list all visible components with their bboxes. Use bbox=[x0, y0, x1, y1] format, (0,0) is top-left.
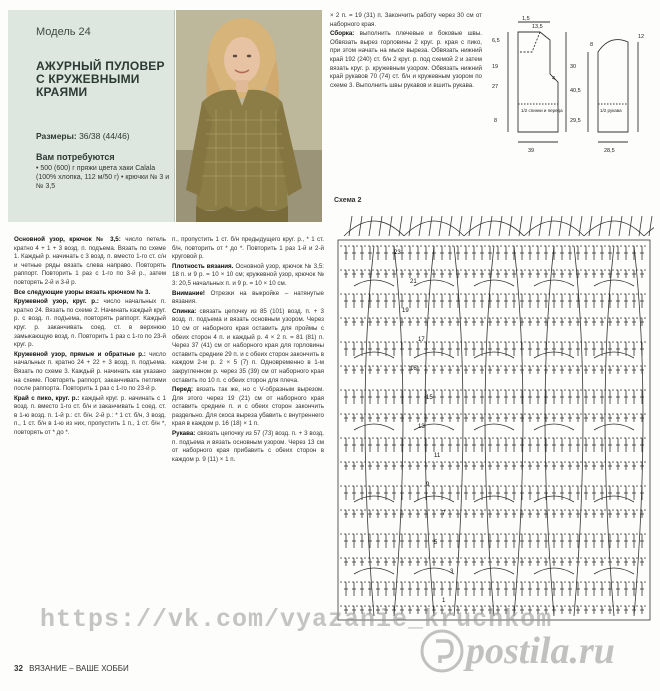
dim-label: 12 bbox=[638, 34, 645, 40]
row-number: 16 bbox=[410, 366, 417, 372]
instructions-column-3 bbox=[330, 12, 482, 180]
row-number: 13 bbox=[418, 424, 425, 430]
paragraph: Все следующие узоры вязать крючком № 3. bbox=[14, 288, 151, 296]
row-number: 5 bbox=[434, 540, 438, 546]
row-number: 1 bbox=[442, 598, 446, 604]
row-number: 21 bbox=[410, 279, 417, 285]
paragraph: Кружевной узор, круг. р.: число начальных п. кратно 24. Вязать по схеме 2. Начинать каждый круг. р. с возд. п. подъема, повторять раппорт. Каждый круг. р. заканчивать соед. ст. в верхнюю замыкающую возд. п. Повторить 1 раз с 1-го по 23-й круг. р. bbox=[14, 298, 166, 349]
paragraph: Край с пико, круг. р.: каждый круг. р. начинать с 1 возд. п. вместо 1-го ст. б/н и заканчивать 1 соед. ст. в 1-ю возд. п. 1-й р.: ст. б/н. 2-й р.: * 1 ст. б/н, 3 возд. п., 1 ст. б/н в 1-ю из них, пропустить 1 п., 1 ст. б/н *, повторять от * до *. bbox=[14, 394, 166, 437]
model-photo-illustration bbox=[176, 10, 322, 222]
paragraph: Перед: вязать так же, но с V-образным вырезом. Для этого через 19 (21) см от наборного края оставить средние п. и с обеих сторон закончить раздельно. Для скоса выреза убавить с внутреннего края в каждом р. 16 (18) × 1 п. bbox=[172, 386, 324, 428]
row-number: 19 bbox=[402, 308, 409, 314]
row-number: 9 bbox=[426, 482, 430, 488]
model-label: Модель 24 bbox=[36, 26, 91, 38]
postila-logo bbox=[420, 625, 656, 675]
dim-label: 27 bbox=[492, 84, 499, 90]
magazine-name: ВЯЗАНИЕ – ВАШЕ ХОББИ bbox=[29, 664, 129, 673]
instructions-column-2 bbox=[172, 236, 324, 651]
row-number: 15 bbox=[426, 395, 433, 401]
pattern-title: АЖУРНЫЙ ПУЛОВЕР С КРУЖЕВНЫМИ КРАЯМИ bbox=[36, 59, 165, 99]
piece-label: 1/2 спинки и переда bbox=[521, 108, 563, 113]
paragraph: Кружевной узор, прямые и обратные р.: число начальных п. кратно 24 + 22 + 3 возд. п. подъема. Вязать по схеме 3. Каждый р. начинать как указано на схеме. Повторять раппорт, заканчивать петлями после раппорта. Повторить 1 раз с 1-го по 23-й р. bbox=[14, 350, 166, 393]
dim-label: 8 bbox=[590, 42, 594, 48]
dim-label: 4 bbox=[552, 76, 556, 82]
dim-label: 30 bbox=[570, 64, 577, 70]
sizes-line bbox=[36, 131, 130, 141]
paragraph: × 2 п. = 19 (31) п. Закончить работу через 30 см от наборного края. bbox=[330, 12, 482, 28]
paragraph: п., пропустить 1 ст. б/н предыдущего круг. р., * 1 ст. б/н, повторить от * до *. Повторить 1 раз 1-й и 2-й круговой р. bbox=[172, 236, 324, 261]
paragraph: Основной узор, крючок № 3,5: число петель кратно 4 + 1 + 3 возд. п. подъема. Вязать по схеме 1. Каждый р. начинать с 3 возд. п. вместо 1-го ст. с/н и четные ряды вязать слева направо. Повторять раппорт. Повторить 1 раз с 1-го по 3-й р., затем повторять 2-й и 3-й р. bbox=[14, 236, 166, 286]
row-number: 17 bbox=[418, 337, 425, 343]
crochet-lace-chart bbox=[334, 206, 654, 626]
sizes-label: Размеры: bbox=[36, 131, 77, 141]
piece-label: 1/2 рукава bbox=[600, 108, 622, 113]
watermark-url: https://vk.com/vyazanie_kruchkom bbox=[40, 605, 553, 634]
row-number: 3 bbox=[450, 569, 454, 575]
instructions-column-1 bbox=[14, 236, 166, 608]
page-number: 32 bbox=[14, 664, 23, 673]
row-number: 11 bbox=[434, 453, 441, 459]
schema-2-label: Схема 2 bbox=[334, 197, 362, 204]
postila-logo-icon bbox=[420, 629, 464, 673]
paragraph: Сборка: выполнить плечевые и боковые швы. Обвязать вырез горловины 2 круг. р. края с пико, при этом начать на мысе выреза. Обвязать нижний край 192 (240) ст. б/н 2 круг. р. под схемой 2 и затем вязать круг. р. кружевным узором. Обвязать нижний край рукавов 70 (74) ст. б/н и кружевным узором по схеме 3. Выполнить швы рукавов и вшить рукава. bbox=[330, 30, 482, 89]
paragraph: Рукава: связать цепочку из 57 (73) возд. п. + 3 возд. п. подъема и вязать основным узором. Через 13 см от наборного края прибавить с обеих сторон в каждом р. 9 (11) × 1 п. bbox=[172, 430, 324, 463]
dim-label: 29,5 bbox=[570, 118, 581, 124]
dim-label: 13,5 bbox=[532, 24, 543, 30]
model-photo bbox=[176, 10, 322, 222]
row-number: 7 bbox=[442, 511, 446, 517]
postila-logo-text: postila.ru bbox=[466, 630, 615, 672]
garment-schematic bbox=[488, 12, 654, 172]
page-footer bbox=[14, 664, 129, 673]
paragraph: Спинка: связать цепочку из 85 (101) возд. п. + 3 возд. п. подъема и вязать основным узором. Через 10 см от наборного края оставить для проймы с обеих сторон 4 п. и каждый р. 4 × 2 п. = 81 (81) п. Через 37 (41) см от наборного края для горловины оставить средние 29 п. и с обеих сторон закончить в каждом 2-м р. 2 × 5 (7) п. Одновременно в 1-м закругленном р. через 35 (39) см от наборного края оставить по 10 п. с обеих сторон для плеча. bbox=[172, 307, 324, 384]
dim-label: 6,5 bbox=[492, 38, 500, 44]
dim-label: 28,5 bbox=[604, 148, 615, 154]
materials-title: Вам потребуются bbox=[36, 152, 115, 162]
materials-text: • 500 (600) г пряжи цвета хаки Calala (100% хлопка, 112 м/50 г) • крючки № 3 и № 3,5 bbox=[36, 165, 170, 190]
row-number: 23 bbox=[394, 250, 401, 256]
sizes-value: 36/38 (44/46) bbox=[79, 131, 130, 141]
dim-label: 40,5 bbox=[570, 88, 581, 94]
paragraph: Плотность вязания. Основной узор, крючок № 3,5: 18 п. и 9 р. = 10 × 10 см; кружевной узор, крючок № 3: 20,5 начальных п. и 9 р. = 10 × 10 см. bbox=[172, 262, 324, 287]
dim-label: 8 bbox=[494, 118, 498, 124]
paragraph: Внимание! Отрезки на выкройке – натянутые вязания. bbox=[172, 289, 324, 306]
dim-label: 19 bbox=[492, 64, 499, 70]
dim-label: 39 bbox=[528, 148, 535, 154]
model-info-box bbox=[8, 10, 175, 222]
dim-label: 1,5 bbox=[522, 16, 530, 22]
